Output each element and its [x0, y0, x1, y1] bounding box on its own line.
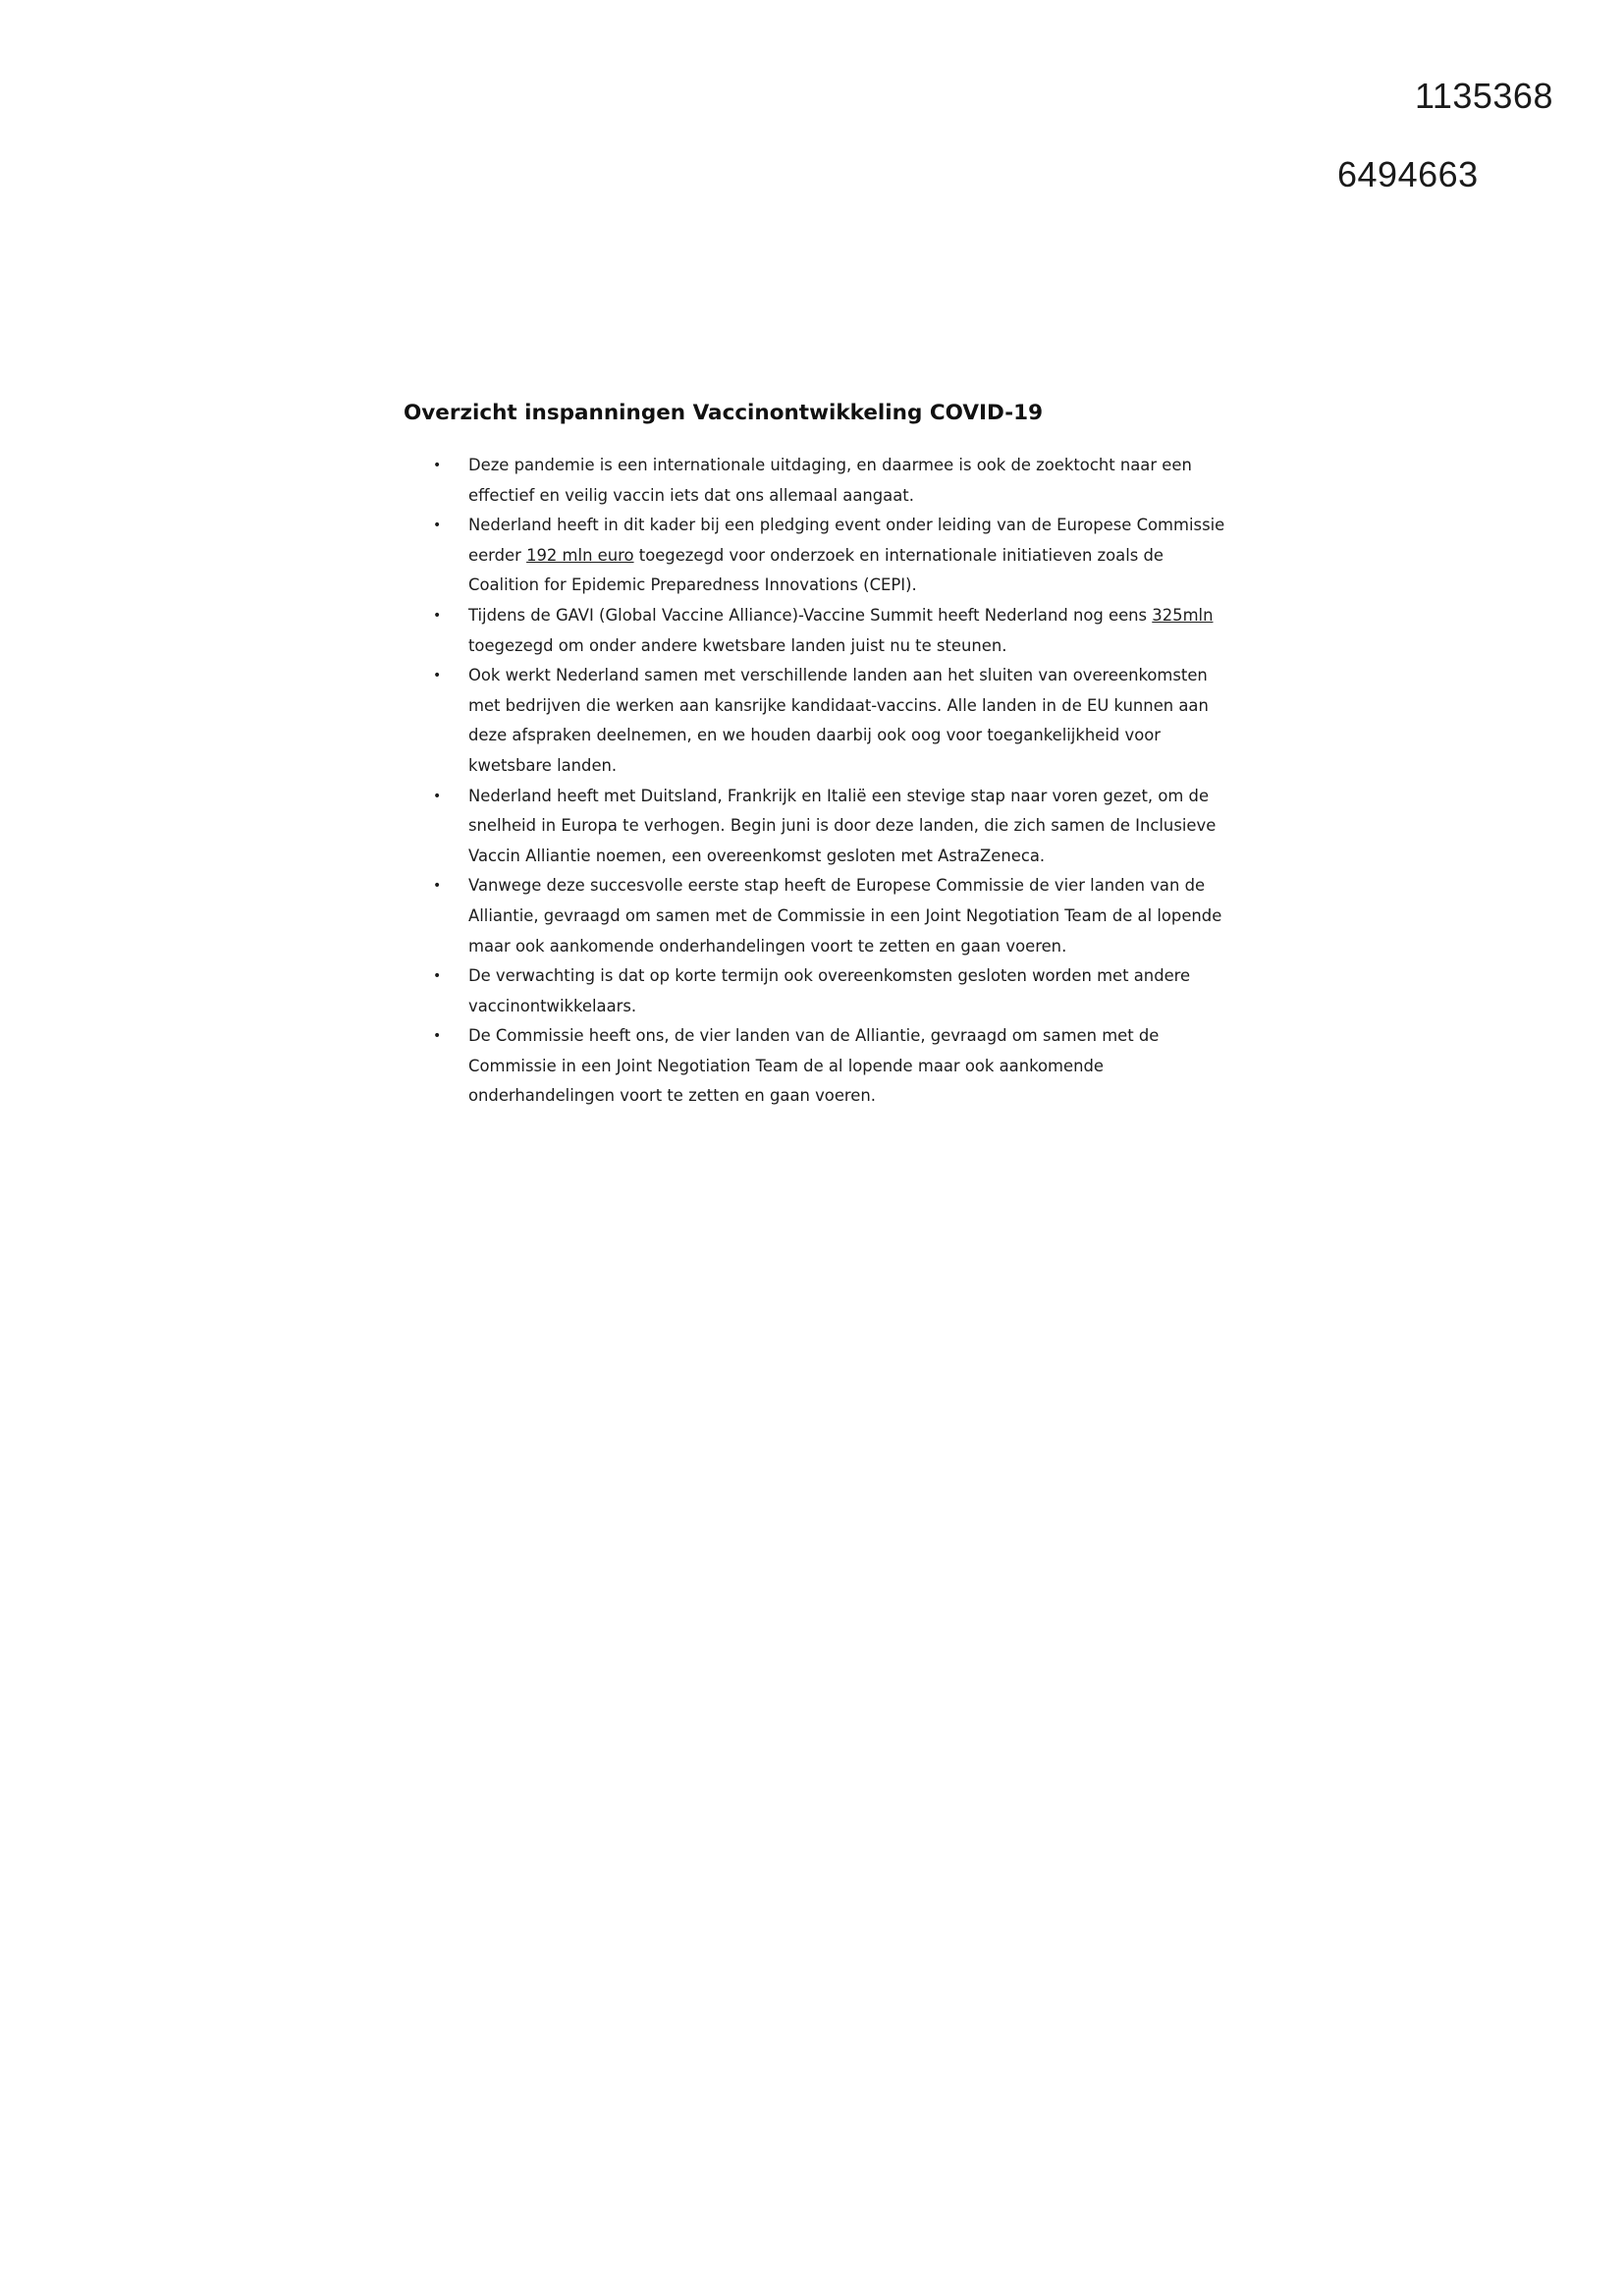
list-item [404, 782, 1238, 872]
list-item-text: De verwachting is dat op korte termijn ook overeenkomsten gesloten worden met andere vaccinontwikkelaars. [468, 966, 1191, 1015]
list-item [404, 601, 1238, 661]
bullet-icon: • [433, 518, 442, 534]
document-body [404, 401, 1238, 1112]
list-item [404, 451, 1238, 511]
list-item-text: Nederland heeft in dit kader bij een pledging event onder leiding van de Europese Commissie eerder [468, 516, 1225, 565]
bullet-icon: • [433, 458, 442, 473]
document-number-1: 1135368 [1415, 76, 1553, 116]
list-item [404, 1021, 1238, 1112]
list-item-text: Ook werkt Nederland samen met verschillende landen aan het sluiten van overeenkomsten met bedrijven die werken aan kansrijke kandidaat-vaccins. Alle landen in de EU kunnen aan deze afspraken deelnemen, en we houden daarbij ook oog voor toegankelijkheid voor kwetsbare landen. [468, 666, 1209, 775]
bullet-icon: • [433, 1028, 442, 1045]
list-item-text: Tijdens de GAVI (Global Vaccine Alliance)-Vaccine Summit heeft Nederland nog eens [468, 605, 1153, 625]
underlined-amount: 325mln [1152, 605, 1214, 625]
list-item [404, 661, 1238, 781]
list-item-text: De Commissie heeft ons, de vier landen van de Alliantie, gevraagd om samen met de Commissie in een Joint Negotiation Team de al lopende maar ook aankomende onderhandelingen voort te zetten en gaan voeren. [468, 1026, 1160, 1106]
list-item-text: Vanwege deze succesvolle eerste stap heeft de Europese Commissie de vier landen van de Alliantie, gevraagd om samen met de Commissie in een Joint Negotiation Team de al lopende maar ook aankomende onderhandelingen voort te zetten en gaan voeren. [468, 876, 1222, 956]
list-item-text: Deze pandemie is een internationale uitdaging, en daarmee is ook de zoektocht naar een effectief en veilig vaccin iets dat ons allemaal aangaat. [468, 456, 1192, 505]
bullet-list [404, 451, 1238, 1112]
bullet-icon: • [433, 968, 442, 985]
document-title: Overzicht inspanningen Vaccinontwikkeling COVID-19 [404, 401, 1044, 425]
list-item-text: toegezegd om onder andere kwetsbare landen juist nu te steunen. [468, 635, 1007, 655]
bullet-icon: • [433, 607, 442, 624]
bullet-icon: • [433, 668, 442, 684]
underlined-amount: 192 mln euro [526, 545, 634, 565]
list-item [404, 961, 1238, 1021]
list-item-text: Nederland heeft met Duitsland, Frankrijk en Italië een stevige stap naar voren gezet, om de snelheid in Europa te verhogen. Begin juni is door deze landen, die zich samen de Inclusieve Vaccin Alliantie noemen, een overeenkomst gesloten met AstraZeneca. [468, 786, 1217, 865]
bullet-icon: • [433, 788, 442, 804]
list-item [404, 511, 1238, 601]
list-item-text: toegezegd voor onderzoek en internationale initiatieven zoals de Coalition for Epidemic Preparedness Innovations (CEPI). [468, 545, 1164, 595]
bullet-icon: • [433, 878, 442, 895]
list-item [404, 871, 1238, 961]
document-number-2: 6494663 [1337, 154, 1479, 194]
